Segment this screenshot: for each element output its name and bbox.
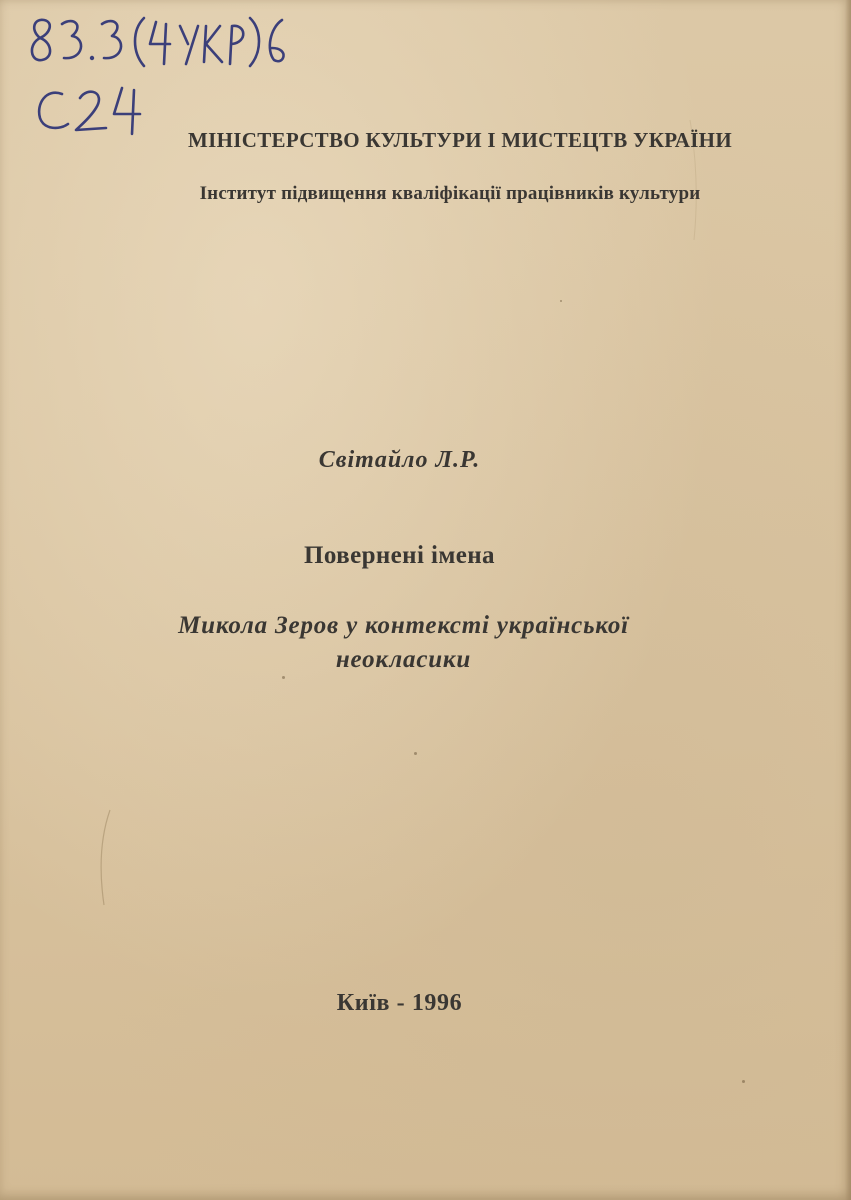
subtitle-line-1: Микола Зеров у контексті української — [178, 612, 629, 639]
handwritten-shelfmark — [22, 8, 302, 138]
paper-speck — [560, 300, 562, 302]
document-subtitle — [0, 609, 829, 677]
handwritten-shelfmark-drawing — [22, 8, 302, 138]
imprint-city-year: Київ - 1996 — [336, 990, 463, 1016]
paper-speck — [282, 676, 285, 679]
paper-speck — [742, 1080, 745, 1083]
institute-heading: Інститут підвищення кваліфікації працівників культури — [199, 183, 701, 204]
document-title: Повернені імена — [304, 542, 495, 569]
paper-speck — [414, 752, 417, 755]
author-name: Світайло Л.Р. — [318, 447, 481, 473]
ministry-heading: МІНІСТЕРСТВО КУЛЬТУРИ І МИСТЕЦТВ УКРАЇНИ — [188, 128, 732, 152]
subtitle-line-2: неокласики — [335, 646, 472, 673]
